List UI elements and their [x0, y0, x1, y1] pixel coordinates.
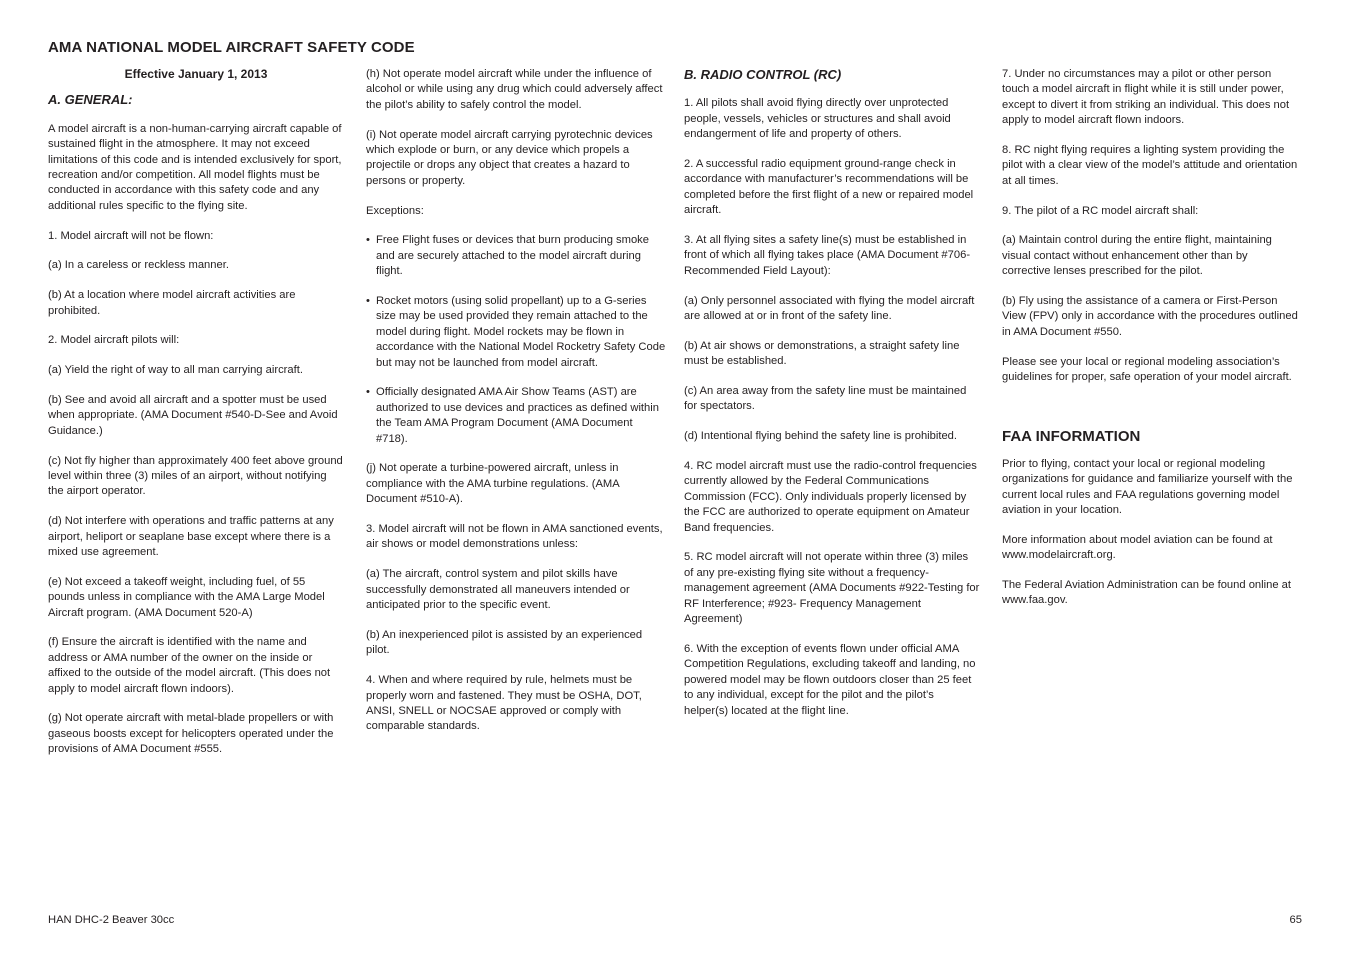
section-heading-radio-control: B. RADIO CONTROL (RC)	[684, 67, 842, 82]
exceptions-label: Exceptions:	[366, 204, 424, 217]
column-3	[684, 67, 980, 733]
section-heading-general: A. GENERAL:	[48, 92, 133, 108]
column-1	[48, 67, 344, 772]
column-4	[1002, 67, 1298, 623]
paragraph: (c) Not fly higher than approximately 400 feet above ground level within three (3) miles of an airport, without notifying the airport operator.	[48, 454, 343, 498]
paragraph: 4. RC model aircraft must use the radio-control frequencies currently allowed by the Federal Communications Commission (FCC). Only individuals properly licensed by the FCC are authorized to operate equipment on Amateur Band frequencies.	[684, 460, 977, 534]
section-heading-faa: FAA INFORMATION	[1002, 428, 1141, 446]
paragraph: (b) At a location where model aircraft activities are prohibited.	[48, 289, 296, 317]
effective-date: Effective January 1, 2013	[124, 67, 268, 81]
paragraph: 8. RC night flying requires a lighting system providing the pilot with a clear view of the model’s attitude and orientation at all times.	[1002, 144, 1298, 187]
page-title: AMA NATIONAL MODEL AIRCRAFT SAFETY CODE	[48, 39, 415, 56]
paragraph: (a) Maintain control during the entire flight, maintaining visual contact without enhancement other than by corrective lenses prescribed for the pilot.	[1002, 234, 1272, 278]
paragraph: (j) Not operate a turbine-powered aircraft, unless in compliance with the AMA turbine regulations. (AMA Document #510-A).	[366, 462, 620, 506]
paragraph: 5. RC model aircraft will not operate within three (3) miles of any pre-existing flying site without a frequency-management agreement (AMA Documents #922-Testing for RF Interference; #923- Frequency Management Agreement)	[684, 551, 980, 626]
paragraph: (a) Only personnel associated with flying the model aircraft are allowed at or in front of the safety line.	[684, 294, 975, 323]
paragraph: Please see your local or regional modeling association’s guidelines for proper, safe operation of your model aircraft.	[1002, 355, 1292, 384]
footer-manual-title: HAN DHC-2 Beaver 30cc	[48, 914, 175, 926]
paragraph: 2. Model aircraft pilots will:	[48, 334, 180, 347]
paragraph: 3. At all flying sites a safety line(s) must be established in front of which all flying takes place (AMA Document #706-Recommended Field Layout):	[684, 234, 971, 277]
paragraph: (b) Fly using the assistance of a camera or First-Person View (FPV) only in accordance with the procedures outlined in AMA Document #550.	[1002, 295, 1298, 338]
paragraph: 4. When and where required by rule, helmets must be properly worn and fastened. They must be OSHA, DOT, ANSI, SNELL or NOCSAE approved or comply with comparable standards.	[366, 674, 642, 733]
paragraph: (b) An inexperienced pilot is assisted by an experienced pilot.	[366, 628, 643, 657]
paragraph: 1. Model aircraft will not be flown:	[48, 229, 214, 242]
paragraph: (c) An area away from the safety line must be maintained for spectators.	[684, 385, 967, 413]
paragraph: (h) Not operate model aircraft while under the influence of alcohol or while using any drug which could adversely affect the pilot’s ability to safely control the model.	[366, 68, 663, 111]
paragraph: (i) Not operate model aircraft carrying pyrotechnic devices which explode or burn, or any device which propels a projectile or drops any object that creates a hazard to persons or property.	[366, 128, 653, 187]
paragraph: (d) Not interfere with operations and traffic patterns at any airport, heliport or seaplane base except where there is a mixed use agreement.	[48, 515, 334, 559]
paragraph: (e) Not exceed a takeoff weight, including fuel, of 55 pounds unless in compliance with the AMA Large Model Aircraft program. (AMA Document 520-A)	[48, 575, 325, 619]
paragraph: (g) Not operate aircraft with metal-blade propellers or with gaseous boosts except for helicopters operated under the provisions of AMA Document #555.	[48, 712, 334, 756]
paragraph: 3. Model aircraft will not be flown in AMA sanctioned events, air shows or model demonstrations unless:	[366, 523, 663, 551]
paragraph: (b) See and avoid all aircraft and a spotter must be used when appropriate. (AMA Document #540-D-See and Avoid Guidance.)	[48, 394, 338, 437]
page-number: 65	[1289, 914, 1302, 926]
paragraph: (b) At air shows or demonstrations, a straight safety line must be established.	[684, 339, 960, 368]
paragraph: 9. The pilot of a RC model aircraft shall:	[1002, 204, 1199, 217]
paragraph: 6. With the exception of events flown under official AMA Competition Regulations, excluding takeoff and landing, no powered model may be flown outdoors closer than 25 feet to any individual, except for the pilot and the pilot’s helper(s) located at the flight line.	[684, 642, 976, 717]
column-2	[366, 67, 666, 749]
list-item: • Free Flight fuses or devices that burn producing smoke and are securely attached to the model aircraft during flight.	[366, 233, 666, 279]
paragraph: More information about model aviation can be found at www.modelaircraft.org.	[1002, 533, 1273, 562]
list-item: • Officially designated AMA Air Show Teams (AST) are authorized to use devices and practices as defined within the Team AMA Program Document (AMA Document #718).	[366, 385, 666, 447]
list-item: • Rocket motors (using solid propellant) up to a G-series size may be used provided they remain attached to the model during flight. Model rockets may be flown in accordance with the National Model Rocketry Safety Code but may not be launched from model aircraft.	[366, 294, 666, 371]
paragraph: (a) Yield the right of way to all man carrying aircraft.	[48, 364, 303, 377]
exceptions-list	[366, 233, 666, 447]
paragraph: A model aircraft is a non-human-carrying aircraft capable of sustained flight in the atmosphere. It may not exceed limitations of this code and is intended exclusively for sport, recreation and/or competition. All model flights must be conducted in accordance with this safety code and any additional rules specific to the flying site.	[48, 122, 342, 212]
paragraph: (f) Ensure the aircraft is identified with the name and address or AMA number of the owner on the inside or affixed to the outside of the model aircraft. (This does not apply to model aircraft flown indoors).	[48, 636, 331, 695]
paragraph: 7. Under no circumstances may a pilot or other person touch a model aircraft in flight while it is still under power, except to divert it from striking an individual. This does not apply to model aircraft flown indoors.	[1002, 68, 1290, 127]
paragraph: 1. All pilots shall avoid flying directly over unprotected people, vessels, vehicles or structures and shall avoid endangerment of life and property of others.	[684, 97, 951, 141]
paragraph: (a) In a careless or reckless manner.	[48, 259, 229, 272]
paragraph: 2. A successful radio equipment ground-range check in accordance with manufacturer’s recommendations will be completed before the first flight of a new or repaired model aircraft.	[684, 158, 974, 217]
paragraph: (a) The aircraft, control system and pilot skills have successfully demonstrated all maneuvers intended or anticipated prior to the specific event.	[366, 568, 630, 612]
paragraph: The Federal Aviation Administration can be found online at www.faa.gov.	[1002, 579, 1291, 607]
paragraph: Prior to flying, contact your local or regional modeling organizations for guidance and familiarize yourself with the current local rules and FAA regulations governing model aviation in your location.	[1002, 457, 1293, 517]
paragraph: (d) Intentional flying behind the safety line is prohibited.	[684, 430, 958, 443]
